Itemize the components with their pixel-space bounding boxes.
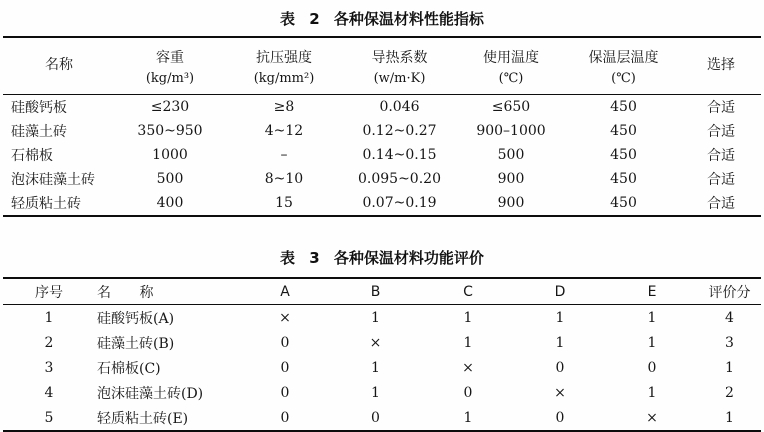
table3-row — [3, 330, 761, 355]
matrix-cell: × — [462, 359, 474, 376]
header-unit: (w/m·K) — [373, 70, 426, 86]
matrix-cell: 1 — [463, 409, 473, 426]
matrix-cell: 0 — [280, 334, 290, 351]
seq-cell: 2 — [44, 334, 54, 351]
material-name-cell: 泡沫硅藻土砖(D) — [97, 385, 204, 402]
matrix-cell: 1 — [647, 334, 657, 351]
header-label: 抗压强度 — [256, 49, 312, 66]
matrix-cell: 1 — [555, 334, 565, 351]
matrix-cell: 1 — [371, 359, 380, 376]
value-cell: ≥8 — [273, 99, 295, 115]
value-cell: 500 — [156, 171, 184, 187]
score-cell: 3 — [725, 334, 734, 351]
header-unit: (℃) — [498, 70, 524, 86]
seq-cell: 4 — [44, 384, 54, 401]
value-cell: 450 — [610, 123, 637, 139]
matrix-cell: 0 — [280, 409, 290, 426]
material-name-cell: 石棉板(C) — [97, 360, 161, 377]
header-label: 容重 — [156, 49, 184, 66]
matrix-cell: × — [369, 334, 382, 351]
selection-cell: 合适 — [707, 124, 735, 140]
material-name-cell: 硅酸钙板(A) — [97, 310, 175, 327]
header-label: 选择 — [707, 57, 735, 73]
matrix-cell: 0 — [280, 384, 290, 401]
table3-caption: 表 3 各种保温材料功能评价 — [280, 249, 484, 267]
table3-header-d: D — [514, 278, 606, 305]
value-cell: 900 — [497, 171, 525, 187]
matrix-cell: 1 — [647, 384, 657, 401]
seq-cell: 1 — [44, 309, 54, 326]
matrix-cell: 0 — [371, 409, 380, 426]
matrix-cell: × — [646, 409, 658, 426]
table3-header-score: 评价分 — [698, 278, 761, 305]
selection-cell: 合适 — [707, 172, 735, 188]
value-cell: 350~950 — [137, 123, 203, 139]
matrix-cell: 0 — [555, 409, 565, 426]
score-cell: 1 — [725, 359, 734, 376]
material-name-cell: 硅藻土砖 — [11, 124, 67, 140]
matrix-cell: 1 — [463, 334, 473, 351]
matrix-cell: 1 — [647, 309, 657, 326]
header-unit: (kg/mm²) — [253, 70, 315, 86]
table2-caption: 表 2 各种保温材料性能指标 — [280, 10, 484, 28]
table3-header-b: B — [329, 278, 422, 305]
table2-row — [3, 191, 761, 216]
selection-cell: 合适 — [707, 148, 735, 164]
table3-row — [3, 355, 761, 380]
material-name-cell: 石棉板 — [11, 148, 53, 164]
table3-row — [3, 305, 761, 331]
table2-header-compressive-strength — [225, 37, 343, 95]
header-unit: (℃) — [611, 70, 636, 86]
value-cell: 0.07~0.19 — [362, 195, 437, 211]
value-cell: 450 — [610, 147, 637, 163]
table3-row — [3, 380, 761, 405]
header-label: 导热系数 — [371, 49, 428, 66]
selection-cell: 合适 — [707, 100, 735, 116]
table3-header-name: 名 称 — [95, 278, 241, 305]
material-name-cell: 硅藻土砖(B) — [97, 335, 175, 352]
matrix-cell: 1 — [463, 309, 473, 326]
table3-header-c: C — [422, 278, 514, 305]
seq-cell: 3 — [44, 359, 54, 376]
value-cell: – — [280, 147, 288, 163]
value-cell: 0.046 — [379, 99, 420, 115]
table2-row — [3, 167, 761, 191]
value-cell: 450 — [610, 99, 637, 115]
score-cell: 1 — [725, 409, 734, 426]
value-cell: ≤230 — [150, 99, 190, 115]
value-cell: 900 — [497, 195, 525, 211]
table2-header-insulation-layer-temperature — [566, 37, 681, 95]
value-cell: 450 — [610, 195, 637, 211]
value-cell: 450 — [610, 171, 637, 187]
matrix-cell: × — [279, 309, 291, 326]
matrix-cell: 0 — [647, 359, 657, 376]
value-cell: 900–1000 — [476, 123, 546, 139]
header-unit: (kg/m³) — [145, 70, 195, 86]
table2-row — [3, 119, 761, 143]
table2-row — [3, 95, 761, 120]
table3-header-row — [3, 278, 761, 305]
material-name-cell: 泡沫硅藻土砖 — [11, 172, 95, 188]
selection-cell: 合适 — [707, 196, 735, 212]
table3-header-e: E — [606, 278, 698, 305]
table2-header-density — [115, 37, 225, 95]
seq-cell: 5 — [44, 409, 54, 426]
table3-header-a: A — [241, 278, 329, 305]
score-cell: 4 — [725, 309, 734, 326]
material-name-cell: 轻质粘土砖(E) — [97, 410, 189, 427]
value-cell: 0.14~0.15 — [362, 147, 437, 163]
table2-header-name — [3, 37, 115, 95]
value-cell: ≤650 — [491, 99, 531, 115]
table2-performance-indicators — [3, 36, 761, 217]
matrix-cell: × — [554, 384, 566, 401]
table2-header-row — [3, 37, 761, 95]
table2-header-selection — [681, 37, 761, 95]
table3-row — [3, 405, 761, 431]
material-name-cell: 轻质粘土砖 — [11, 196, 81, 212]
value-cell: 15 — [275, 195, 293, 211]
matrix-cell: 1 — [371, 309, 380, 326]
value-cell: 4~12 — [264, 123, 304, 139]
matrix-cell: 0 — [463, 384, 473, 401]
table3-header-seq: 序号 — [3, 278, 95, 305]
table2-row — [3, 143, 761, 167]
header-label: 使用温度 — [483, 49, 539, 66]
table2-header-service-temperature — [456, 37, 566, 95]
value-cell: 0.12~0.27 — [362, 123, 437, 139]
value-cell: 8~10 — [264, 171, 304, 187]
material-name-cell: 硅酸钙板 — [11, 100, 67, 116]
matrix-cell: 1 — [371, 384, 380, 401]
matrix-cell: 0 — [280, 359, 290, 376]
value-cell: 0.095~0.20 — [358, 171, 441, 187]
matrix-cell: 1 — [555, 309, 565, 326]
value-cell: 500 — [497, 147, 525, 163]
header-label: 保温层温度 — [588, 49, 659, 66]
table3-functional-evaluation — [3, 277, 761, 432]
score-cell: 2 — [725, 384, 734, 401]
value-cell: 1000 — [152, 147, 188, 163]
matrix-cell: 0 — [555, 359, 565, 376]
header-label: 名称 — [45, 57, 73, 73]
value-cell: 400 — [156, 195, 184, 211]
table2-header-thermal-conductivity — [343, 37, 456, 95]
